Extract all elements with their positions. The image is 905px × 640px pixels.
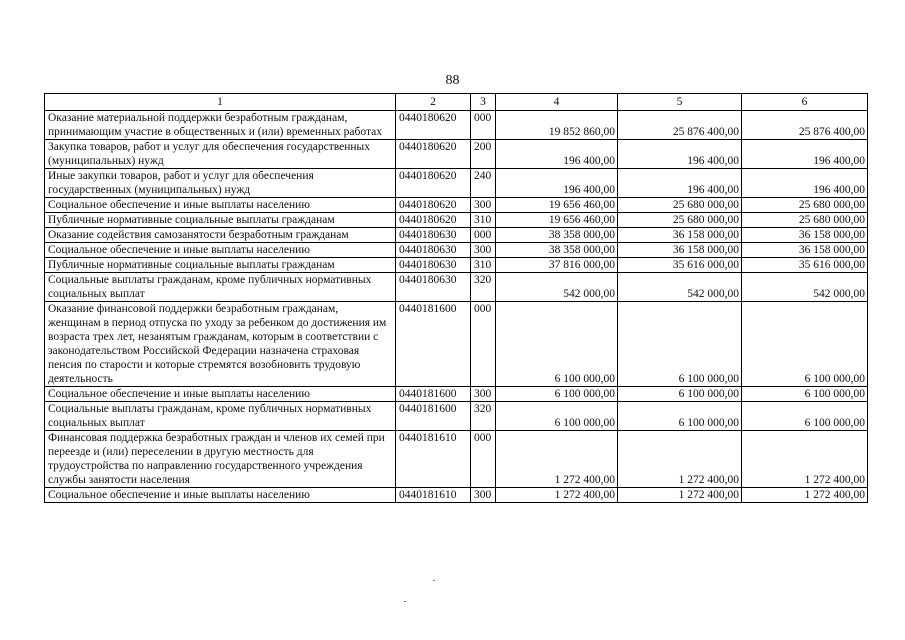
target-code-cell: 0440181600: [396, 402, 471, 431]
amount-col5-cell: 6 100 000,00: [618, 402, 742, 431]
row-name-cell: Социальное обеспечение и иные выплаты населению: [45, 488, 396, 503]
amount-col4-cell: 38 358 000,00: [496, 243, 618, 258]
row-name-cell: Оказание материальной поддержки безработным гражданам, принимающим участие в общественных и (или) временных работах: [45, 111, 396, 140]
amount-col4-cell: 6 100 000,00: [496, 387, 618, 402]
amount-col5-cell: 25 680 000,00: [618, 198, 742, 213]
expense-type-cell: 240: [471, 169, 496, 198]
amount-col5-cell: 542 000,00: [618, 273, 742, 302]
expense-type-cell: 000: [471, 111, 496, 140]
expense-type-cell: 000: [471, 431, 496, 488]
amount-col4-cell: 1 272 400,00: [496, 488, 618, 503]
amount-col4-cell: 19 656 460,00: [496, 198, 618, 213]
table-row: [45, 488, 868, 503]
target-code-cell: 0440180620: [396, 140, 471, 169]
expense-type-cell: 320: [471, 402, 496, 431]
target-code-cell: 0440180620: [396, 198, 471, 213]
row-name-cell: Публичные нормативные социальные выплаты гражданам: [45, 213, 396, 228]
expense-type-cell: 000: [471, 302, 496, 387]
column-header: 3: [471, 94, 496, 111]
expense-type-cell: 320: [471, 273, 496, 302]
target-code-cell: 0440180630: [396, 243, 471, 258]
amount-col6-cell: 25 680 000,00: [742, 198, 868, 213]
row-name-cell: Социальные выплаты гражданам, кроме публичных нормативных социальных выплат: [45, 402, 396, 431]
scan-speck: [433, 580, 435, 581]
amount-col5-cell: 6 100 000,00: [618, 302, 742, 387]
column-header: 2: [396, 94, 471, 111]
target-code-cell: 0440180620: [396, 213, 471, 228]
amount-col4-cell: 196 400,00: [496, 140, 618, 169]
target-code-cell: 0440180620: [396, 169, 471, 198]
expense-type-cell: 000: [471, 228, 496, 243]
table-row: [45, 228, 868, 243]
target-code-cell: 0440181610: [396, 431, 471, 488]
row-name-cell: Социальное обеспечение и иные выплаты населению: [45, 387, 396, 402]
column-header: 6: [742, 94, 868, 111]
budget-table: [44, 93, 868, 503]
target-code-cell: 0440180630: [396, 228, 471, 243]
amount-col6-cell: 542 000,00: [742, 273, 868, 302]
row-name-cell: Социальное обеспечение и иные выплаты населению: [45, 198, 396, 213]
expense-type-cell: 300: [471, 387, 496, 402]
row-name-cell: Социальное обеспечение и иные выплаты населению: [45, 243, 396, 258]
expense-type-cell: 300: [471, 198, 496, 213]
row-name-cell: Закупка товаров, работ и услуг для обеспечения государственных (муниципальных) нужд: [45, 140, 396, 169]
amount-col6-cell: 35 616 000,00: [742, 258, 868, 273]
amount-col4-cell: 19 852 860,00: [496, 111, 618, 140]
table-row: [45, 198, 868, 213]
header-row: [45, 94, 868, 111]
amount-col5-cell: 36 158 000,00: [618, 228, 742, 243]
amount-col6-cell: 6 100 000,00: [742, 302, 868, 387]
amount-col6-cell: 25 876 400,00: [742, 111, 868, 140]
target-code-cell: 0440180630: [396, 273, 471, 302]
amount-col6-cell: 36 158 000,00: [742, 243, 868, 258]
expense-type-cell: 300: [471, 488, 496, 503]
amount-col6-cell: 6 100 000,00: [742, 402, 868, 431]
amount-col5-cell: 196 400,00: [618, 169, 742, 198]
row-name-cell: Иные закупки товаров, работ и услуг для обеспечения государственных (муниципальных) нужд: [45, 169, 396, 198]
expense-type-cell: 310: [471, 213, 496, 228]
table-row: [45, 258, 868, 273]
amount-col4-cell: 19 656 460,00: [496, 213, 618, 228]
amount-col4-cell: 542 000,00: [496, 273, 618, 302]
amount-col6-cell: 1 272 400,00: [742, 488, 868, 503]
scan-speck: [404, 601, 406, 602]
amount-col6-cell: 196 400,00: [742, 140, 868, 169]
table-row: [45, 431, 868, 488]
amount-col6-cell: 6 100 000,00: [742, 387, 868, 402]
amount-col5-cell: 6 100 000,00: [618, 387, 742, 402]
expense-type-cell: 200: [471, 140, 496, 169]
amount-col6-cell: 25 680 000,00: [742, 213, 868, 228]
amount-col5-cell: 25 876 400,00: [618, 111, 742, 140]
target-code-cell: 0440180620: [396, 111, 471, 140]
amount-col6-cell: 1 272 400,00: [742, 431, 868, 488]
target-code-cell: 0440181600: [396, 302, 471, 387]
table-row: [45, 387, 868, 402]
table-row: [45, 169, 868, 198]
table-row: [45, 273, 868, 302]
target-code-cell: 0440181610: [396, 488, 471, 503]
amount-col4-cell: 6 100 000,00: [496, 402, 618, 431]
target-code-cell: 0440180630: [396, 258, 471, 273]
amount-col5-cell: 36 158 000,00: [618, 243, 742, 258]
row-name-cell: Оказание финансовой поддержки безработным гражданам, женщинам в период отпуска по уходу за ребенком до достижения им возраста трех лет, незанятым гражданам, которым в соответствии с законодательством Российской Федерации назначена страховая пенсия по старости и которые стремятся возобновить трудовую деятельность: [45, 302, 396, 387]
amount-col6-cell: 196 400,00: [742, 169, 868, 198]
expense-type-cell: 310: [471, 258, 496, 273]
amount-col5-cell: 25 680 000,00: [618, 213, 742, 228]
table-row: [45, 402, 868, 431]
table-row: [45, 243, 868, 258]
table-row: [45, 213, 868, 228]
expense-type-cell: 300: [471, 243, 496, 258]
amount-col4-cell: 37 816 000,00: [496, 258, 618, 273]
target-code-cell: 0440181600: [396, 387, 471, 402]
row-name-cell: Публичные нормативные социальные выплаты гражданам: [45, 258, 396, 273]
amount-col4-cell: 196 400,00: [496, 169, 618, 198]
row-name-cell: Оказание содействия самозанятости безработным гражданам: [45, 228, 396, 243]
column-header: 4: [496, 94, 618, 111]
table-row: [45, 140, 868, 169]
amount-col5-cell: 35 616 000,00: [618, 258, 742, 273]
table-row: [45, 111, 868, 140]
row-name-cell: Социальные выплаты гражданам, кроме публичных нормативных социальных выплат: [45, 273, 396, 302]
row-name-cell: Финансовая поддержка безработных граждан и членов их семей при переезде и (или) переселении в другую местность для трудоустройства по направлению государственного учреждения службы занятости населения: [45, 431, 396, 488]
table-row: [45, 302, 868, 387]
column-header: 5: [618, 94, 742, 111]
amount-col5-cell: 1 272 400,00: [618, 431, 742, 488]
amount-col4-cell: 6 100 000,00: [496, 302, 618, 387]
page-number: 88: [445, 73, 460, 88]
amount-col4-cell: 1 272 400,00: [496, 431, 618, 488]
amount-col6-cell: 36 158 000,00: [742, 228, 868, 243]
column-header: 1: [45, 94, 396, 111]
amount-col5-cell: 196 400,00: [618, 140, 742, 169]
amount-col4-cell: 38 358 000,00: [496, 228, 618, 243]
amount-col5-cell: 1 272 400,00: [618, 488, 742, 503]
